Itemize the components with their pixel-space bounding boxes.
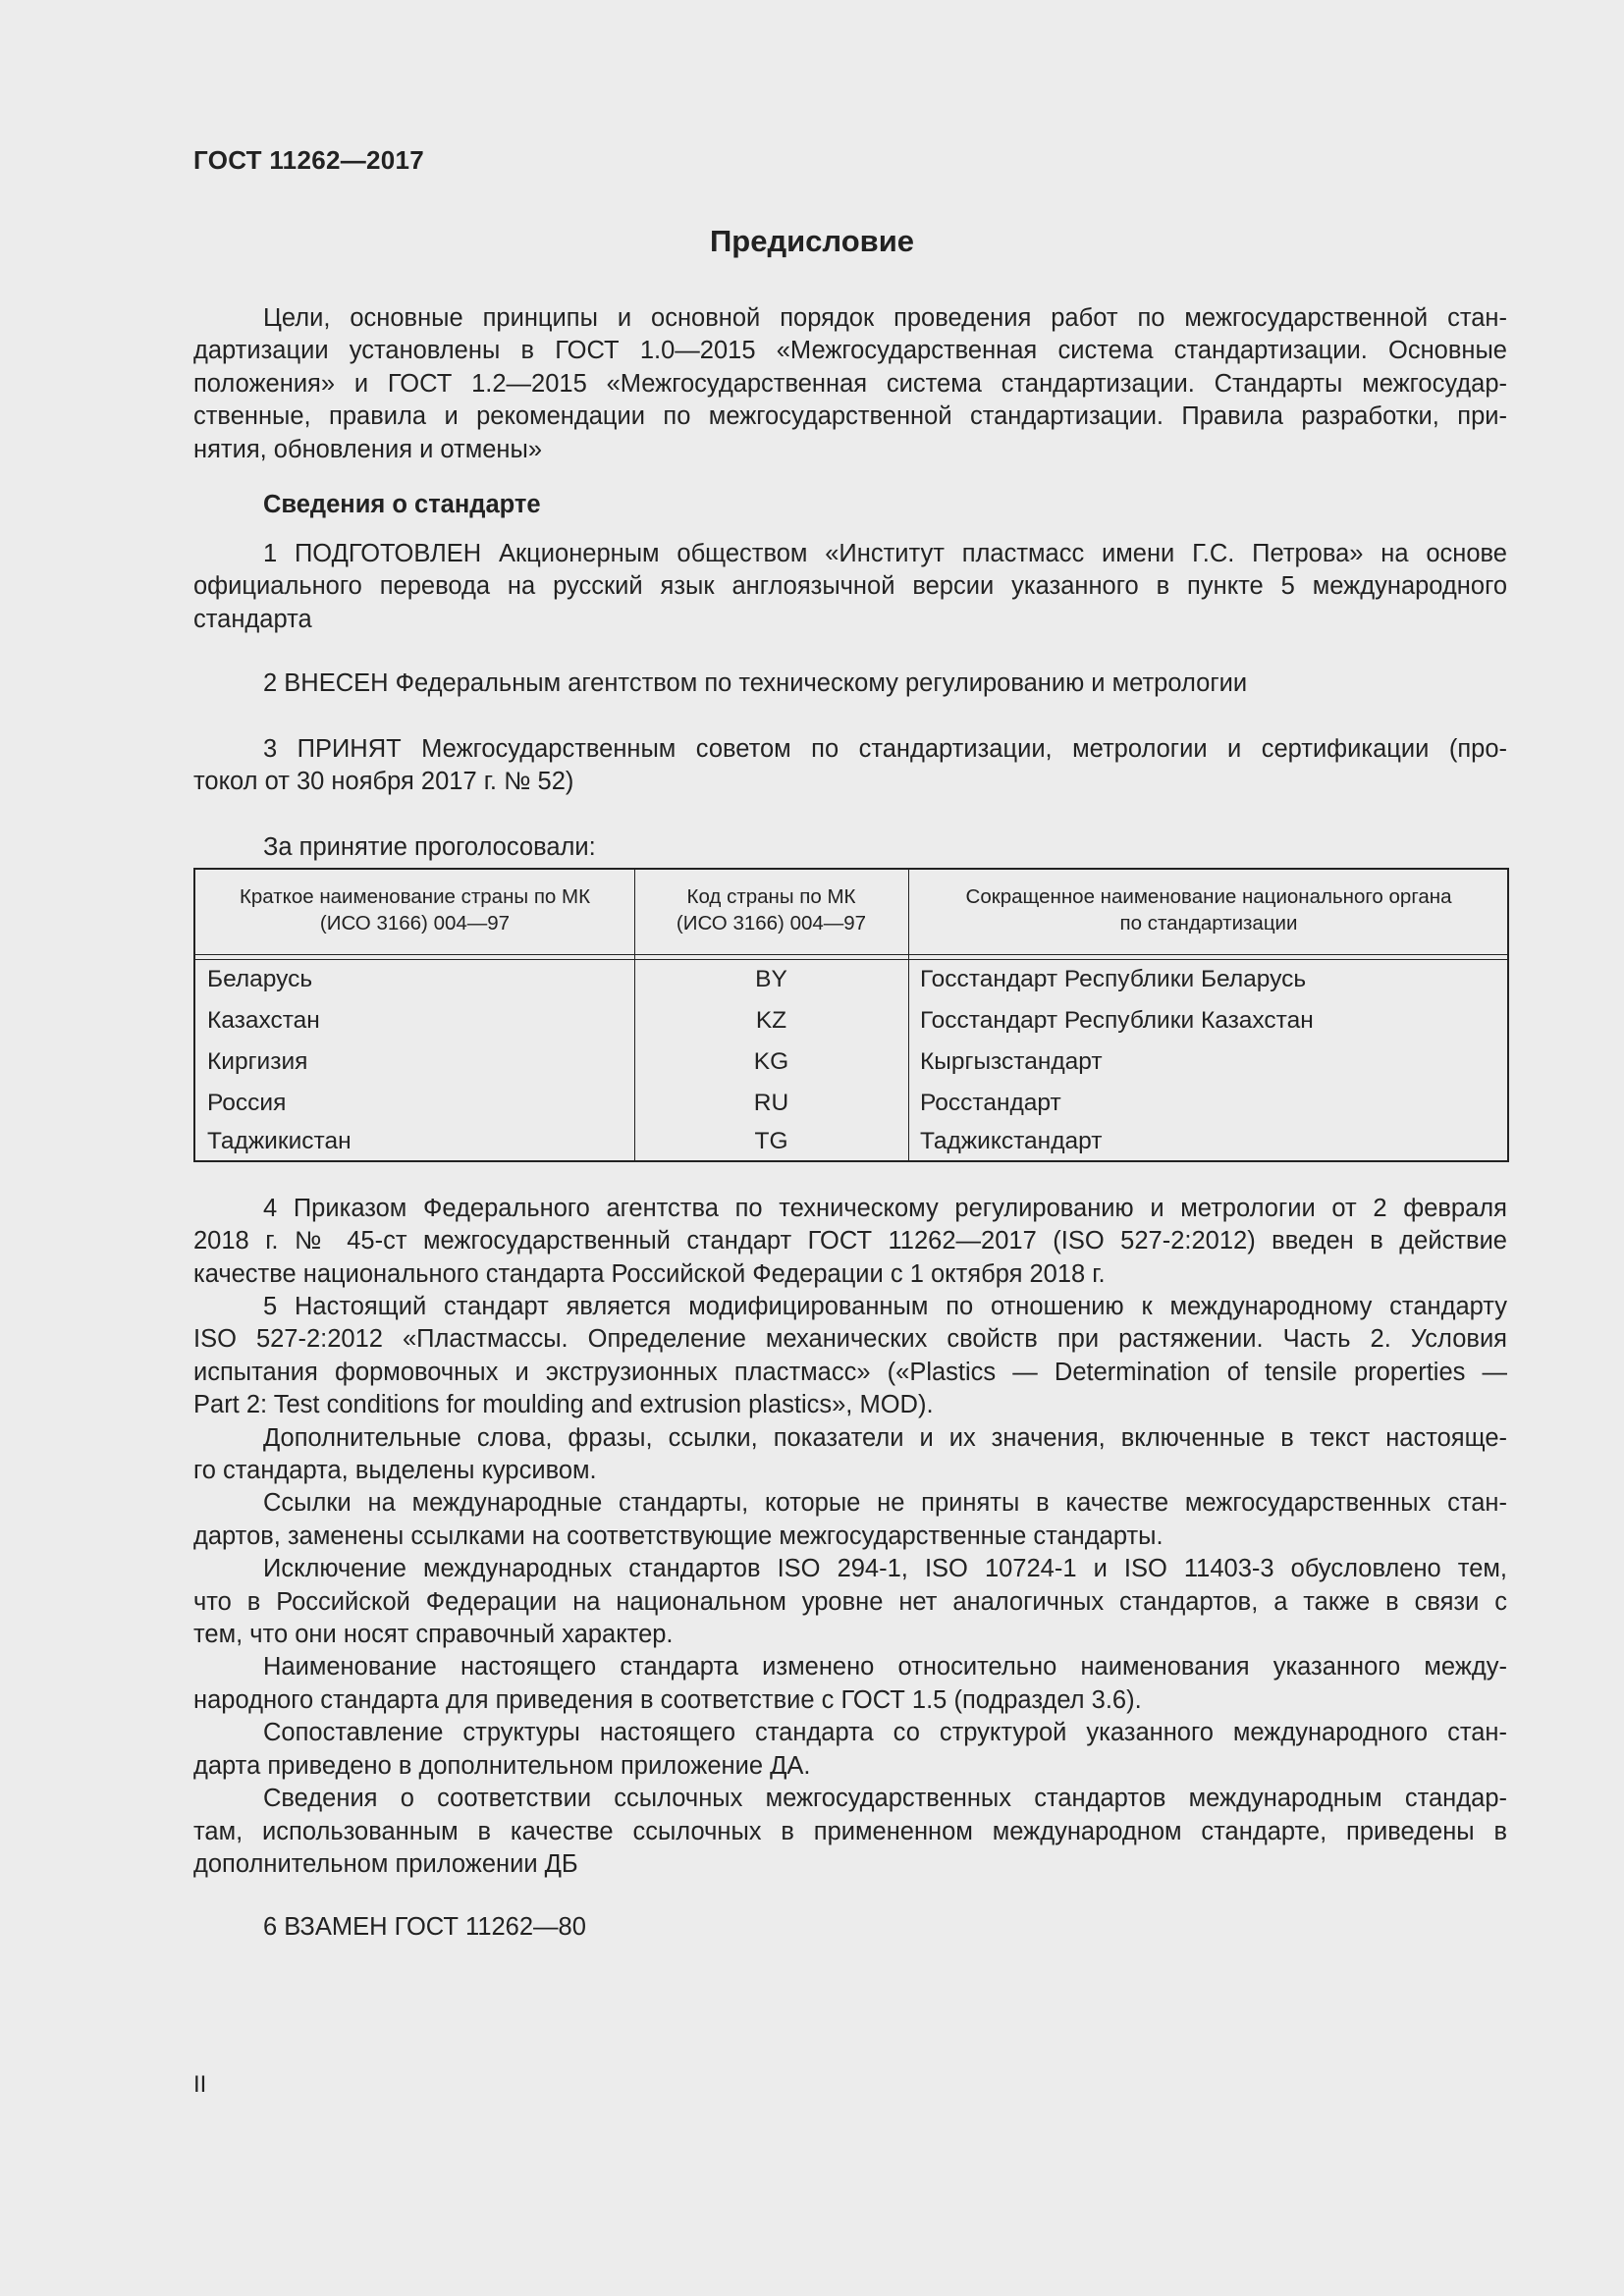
text-line: там, использованным в качестве ссылочных в примененном международном стандарте, приведены в — [193, 1817, 1507, 1845]
item-4-paragraph — [193, 1193, 1507, 1291]
document-code: ГОСТ 11262—2017 — [193, 145, 425, 175]
text-line: дополнительном приложении ДБ — [193, 1849, 578, 1878]
text-line: стандарта — [193, 605, 312, 633]
section-heading: Сведения о стандарте — [263, 491, 541, 518]
text-line: качестве национального стандарта Российской Федерации с 1 октября 2018 г. — [193, 1259, 1106, 1288]
text-line: положения» и ГОСТ 1.2—2015 «Межгосударственная система стандартизации. Стандарты межгосудар- — [193, 369, 1507, 398]
standards-body-cell: Кыргызстандарт — [920, 1048, 1103, 1075]
reference-correspondence-paragraph — [193, 1783, 1507, 1881]
item-5-section — [193, 1291, 1507, 1881]
item-1-paragraph — [193, 538, 1507, 636]
table-row — [195, 1121, 1507, 1162]
country-name-cell: Киргизия — [207, 1048, 308, 1075]
standards-body-cell: Таджикстандарт — [920, 1128, 1103, 1154]
table-row — [195, 1083, 1507, 1124]
table-row — [195, 1041, 1507, 1083]
standards-body-cell: Росстандарт — [920, 1090, 1061, 1116]
text-line: что в Российской Федерации на национальном уровне нет аналогичных стандартов, а также в связи с — [193, 1587, 1507, 1616]
text-line: Ссылки на международные стандарты, которые не приняты в качестве межгосударственных стан- — [263, 1489, 1507, 1518]
country-name-cell: Беларусь — [207, 966, 313, 992]
header-divider — [195, 954, 1507, 955]
country-code-cell: KG — [753, 1048, 789, 1075]
table-row — [195, 1000, 1507, 1041]
standards-body-cell: Госстандарт Республики Казахстан — [920, 1007, 1314, 1034]
text-line: Наименование настоящего стандарта изменено относительно наименования указанного между- — [263, 1653, 1507, 1682]
text-line: 1 ПОДГОТОВЛЕН Акционерным обществом «Институт пластмасс имени Г.С. Петрова» на основе — [263, 540, 1507, 567]
text-line: дартов, заменены ссылками на соответствующие межгосударственные стандарты. — [193, 1522, 1164, 1550]
country-code-cell: KZ — [755, 1007, 787, 1034]
item-5-paragraph — [193, 1291, 1507, 1422]
text-line: дарта приведено в дополнительном приложение ДА. — [193, 1751, 811, 1780]
text-line: ISO 527-2:2012 «Пластмассы. Определение механических свойств при растяжении. Часть 2. Условия — [193, 1325, 1507, 1354]
text-line: Сопоставление структуры настоящего стандарта со структурой указанного международного стан- — [263, 1719, 1507, 1747]
exclusion-paragraph — [193, 1553, 1507, 1651]
italics-note-paragraph — [193, 1422, 1507, 1488]
text-line: 5 Настоящий стандарт является модифицированным по отношению к международному стандарту — [263, 1293, 1507, 1320]
text-line: токол от 30 ноября 2017 г. № 52) — [193, 768, 574, 796]
page-number: II — [193, 2071, 207, 2098]
header-line: Сокращенное наименование национального органа — [965, 885, 1452, 908]
text-line: Part 2: Test conditions for moulding and extrusion plastics», MOD). — [193, 1391, 934, 1419]
vote-caption — [193, 831, 1507, 864]
item-2-paragraph — [193, 667, 1507, 700]
text-line: За принятие проголосовали: — [263, 833, 596, 861]
text-line: го стандарта, выделены курсивом. — [193, 1457, 597, 1485]
country-code-cell: BY — [755, 966, 787, 992]
item-3-paragraph — [193, 733, 1507, 799]
country-code-cell: RU — [753, 1090, 789, 1116]
country-code-cell: TG — [754, 1128, 788, 1154]
text-line: 2018 г. № 45-ст межгосударственный стандарт ГОСТ 11262—2017 (ISO 527-2:2012) введен в действие — [193, 1227, 1507, 1255]
text-line: ственные, правила и рекомендации по межгосударственной стандартизации. Правила разработки, при- — [193, 402, 1507, 431]
title-change-paragraph — [193, 1651, 1507, 1717]
text-line: официального перевода на русский язык англоязычной версии указанного в пункте 5 международного — [193, 572, 1507, 601]
header-line: (ИСО 3166) 004—97 — [676, 912, 867, 934]
column-header-country-name — [195, 883, 634, 936]
column-header-country-code — [634, 883, 908, 936]
references-paragraph — [193, 1487, 1507, 1553]
header-line: (ИСО 3166) 004—97 — [319, 912, 511, 934]
header-line: Код страны по МК — [686, 885, 856, 908]
vote-table — [193, 868, 1509, 1162]
header-line: по стандартизации — [1119, 912, 1298, 934]
text-line: испытания формовочных и экструзионных пластмасс» («Plastics — Determination of tensile properties — — [193, 1358, 1507, 1386]
text-line: 6 ВЗАМЕН ГОСТ 11262—80 — [263, 1913, 586, 1941]
item-6-paragraph — [193, 1911, 1507, 1944]
text-line: дартизации установлены в ГОСТ 1.0—2015 «Межгосударственная система стандартизации. Основные — [193, 337, 1507, 365]
header-line: Краткое наименование страны по МК — [239, 885, 591, 908]
intro-paragraph — [193, 302, 1507, 466]
text-line: нятия, обновления и отмены» — [193, 435, 543, 463]
table-row — [195, 959, 1507, 1000]
text-line: Сведения о соответствии ссылочных межгосударственных стандартов международным стандар- — [263, 1785, 1507, 1813]
text-line: Исключение международных стандартов ISO 294-1, ISO 10724-1 и ISO 11403-3 обусловлено тем, — [263, 1555, 1507, 1583]
text-line: народного стандарта для приведения в соответствие с ГОСТ 1.5 (подраздел 3.6). — [193, 1685, 1142, 1714]
country-name-cell: Казахстан — [207, 1007, 320, 1034]
text-line: тем, что они носят справочный характер. — [193, 1621, 674, 1649]
country-name-cell: Таджикистан — [207, 1128, 352, 1154]
country-name-cell: Россия — [207, 1090, 287, 1116]
text-line: 4 Приказом Федерального агентства по техническому регулированию и метрологии от 2 февраля — [263, 1195, 1507, 1222]
page-title: Предисловие — [709, 224, 914, 258]
text-line: Цели, основные принципы и основной порядок проведения работ по межгосударственной стан- — [263, 304, 1507, 332]
structure-comparison-paragraph — [193, 1717, 1507, 1783]
text-line: 3 ПРИНЯТ Межгосударственным советом по стандартизации, метрологии и сертификации (про- — [263, 735, 1507, 763]
text-line: 2 ВНЕСЕН Федеральным агентством по техническому регулированию и метрологии — [263, 669, 1248, 697]
text-line: Дополнительные слова, фразы, ссылки, показатели и их значения, включенные в текст настояще- — [263, 1423, 1507, 1452]
column-header-standards-body — [908, 883, 1509, 936]
standards-body-cell: Госстандарт Республики Беларусь — [920, 966, 1307, 992]
